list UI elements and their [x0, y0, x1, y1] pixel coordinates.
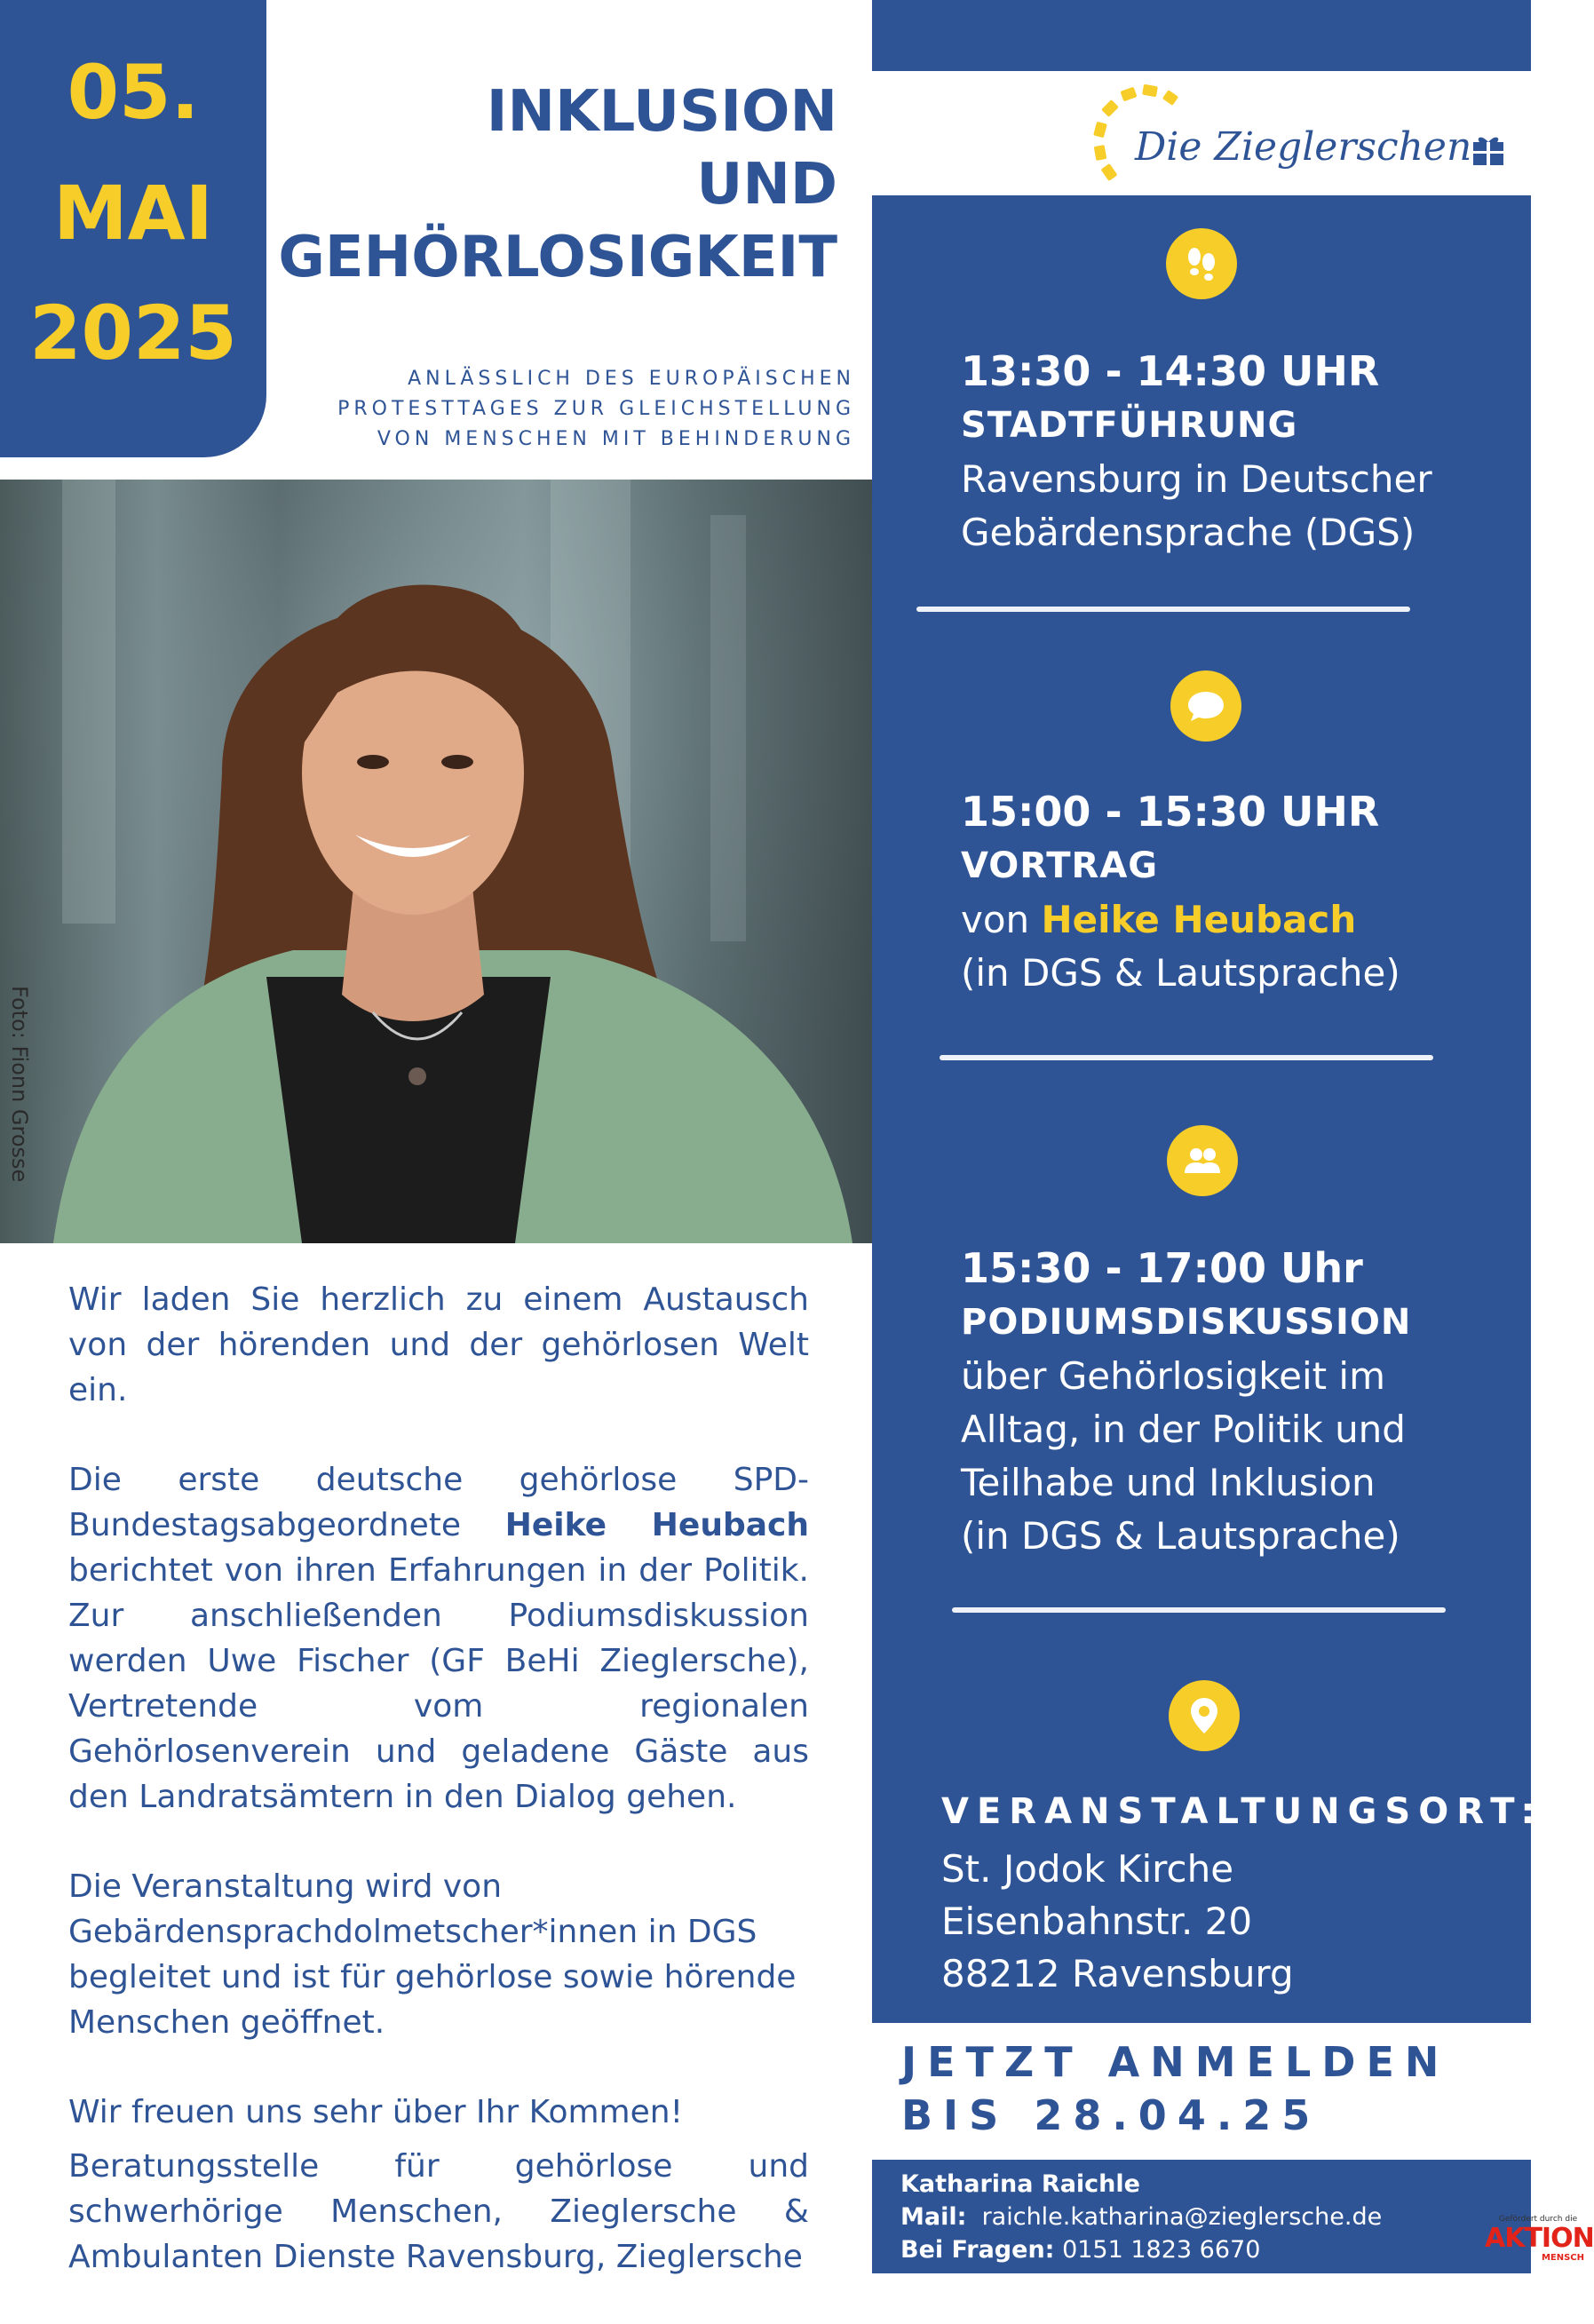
event-3-desc-4: (in DGS & Lautsprache): [961, 1514, 1400, 1558]
body-speaker-name: Heike Heubach: [504, 1507, 809, 1543]
body-paragraph-welcome: Wir freuen uns sehr über Ihr Kommen!: [68, 2094, 684, 2130]
top-bar: [872, 0, 1531, 71]
event-talk: [961, 785, 1400, 1000]
event-2-time: 15:00 - 15:30 UHR: [961, 788, 1380, 836]
body-text: [68, 1277, 809, 2324]
divider-1: [916, 607, 1410, 612]
event-2-desc-prefix: von: [961, 898, 1030, 941]
group-icon: [1167, 1125, 1238, 1196]
venue-label: VERANSTALTUNGSORT:: [941, 1791, 1543, 1832]
venue: [941, 1781, 1542, 2000]
portrait-illustration: [0, 480, 872, 1243]
contact-phone-label: Bei Fragen:: [900, 2236, 1055, 2264]
contact-mail-link[interactable]: raichle.katharina@zieglersche.de: [981, 2203, 1383, 2231]
event-3-kind: PODIUMSDISKUSSION: [961, 1302, 1412, 1343]
footprints-icon: [1166, 228, 1237, 299]
date-block: [0, 0, 266, 457]
sponsor-top-text: Gefördert durch die: [1498, 2215, 1578, 2224]
venue-line-2: Eisenbahnstr. 20: [941, 1900, 1253, 1943]
contact-phone-number[interactable]: 0151 1823 6670: [1062, 2236, 1261, 2264]
subtitle-line-2: PROTESTTAGES ZUR GLEICHSTELLUNG: [337, 398, 855, 420]
event-3-desc-3: Teilhabe und Inklusion: [961, 1461, 1376, 1504]
location-pin-icon: [1169, 1680, 1240, 1751]
event-panel-discussion: [961, 1241, 1411, 1563]
contact-phone-row: [900, 2234, 1260, 2266]
date-month: MAI: [53, 170, 213, 257]
event-2-desc-2: (in DGS & Lautsprache): [961, 951, 1400, 995]
photo-credit: [7, 986, 34, 1225]
contact-name-text: Katharina Raichle: [900, 2170, 1140, 2198]
contact-mail-label: Mail:: [900, 2203, 967, 2231]
aktion-mensch-logo: [1485, 2214, 1594, 2271]
contact-box: [872, 2160, 1531, 2273]
contact-mail-row: [900, 2201, 1382, 2233]
body-paragraph-intro: Wir laden Sie herzlich zu einem Austausch von der hörenden und der gehörlosen Welt ein.: [68, 1281, 809, 1408]
divider-2: [940, 1055, 1433, 1060]
body-paragraph-interpreters: Die Veranstaltung wird von Gebärdensprachdolmetscher*innen in DGS begleitet und ist für gehörlose sowie hörende Menschen geöffnet.: [68, 1868, 797, 2041]
event-3-time: 15:30 - 17:00 Uhr: [961, 1244, 1363, 1292]
divider-3: [952, 1607, 1446, 1613]
event-3-desc-1: über Gehörlosigkeit im: [961, 1354, 1386, 1398]
event-3-desc-2: Alltag, in der Politik und: [961, 1408, 1406, 1451]
event-2-desc-1: [961, 893, 1400, 947]
page-title: [278, 75, 837, 294]
title-line-3: GEHÖRLOSIGKEIT: [278, 225, 837, 290]
event-2-kind: VORTRAG: [961, 845, 1159, 886]
subtitle: [337, 364, 855, 455]
date-day: 05.: [67, 49, 200, 136]
event-1-time: 13:30 - 14:30 UHR: [961, 347, 1380, 395]
event-1-desc-2: Gebärdensprache (DGS): [961, 511, 1416, 554]
logo-text: Die Zieglerschen: [1135, 124, 1472, 170]
body-speaker-intro: Die erste deutsche gehörlose SPD-Bundestagsabgeordnete: [68, 1462, 809, 1543]
registration-note: [901, 2035, 1449, 2142]
title-line-2: UND: [696, 152, 837, 218]
event-2-speaker: Heike Heubach: [1041, 898, 1357, 941]
body-speaker-details: berichtet von ihren Erfahrungen in der Politik. Zur anschließenden Podiumsdiskussion werden Uwe Fischer (GF BeHi Zieglersche), Vertretende vom regionalen Gehörlosenverein und geladene Gäste aus den Landratsämtern in den Dialog gehen.: [68, 1552, 809, 1815]
venue-line-3: 88212 Ravensburg: [941, 1952, 1294, 1995]
gift-icon: [1472, 134, 1504, 166]
title-line-1: INKLUSION: [486, 79, 837, 145]
photo-credit-text: Foto: Fionn Grosse: [7, 986, 32, 1183]
body-paragraph-organizer: Beratungsstelle für gehörlose und schwerhörige Menschen, Zieglersche & Ambulanten Dienste Ravensburg, Zieglersche: [68, 2148, 809, 2275]
event-city-tour: [961, 345, 1432, 559]
speech-bubble-icon: [1170, 670, 1241, 742]
body-paragraph-speaker: [68, 1457, 809, 1820]
venue-line-1: St. Jodok Kirche: [941, 1847, 1234, 1891]
event-1-kind: STADTFÜHRUNG: [961, 405, 1298, 446]
contact-name: [900, 2169, 1140, 2201]
event-1-desc-1: Ravensburg in Deutscher: [961, 457, 1432, 501]
register-line-1: JETZT ANMELDEN: [901, 2038, 1450, 2086]
date-year: 2025: [29, 290, 237, 377]
sponsor-name: AKTION: [1485, 2223, 1594, 2254]
subtitle-line-3: VON MENSCHEN MIT BEHINDERUNG: [377, 428, 855, 450]
speaker-photo: [0, 480, 872, 1243]
subtitle-line-1: ANLÄSSLICH DES EUROPÄISCHEN: [408, 368, 855, 390]
sponsor-sub: MENSCH: [1541, 2253, 1584, 2263]
register-line-2: BIS 28.04.25: [901, 2091, 1321, 2139]
